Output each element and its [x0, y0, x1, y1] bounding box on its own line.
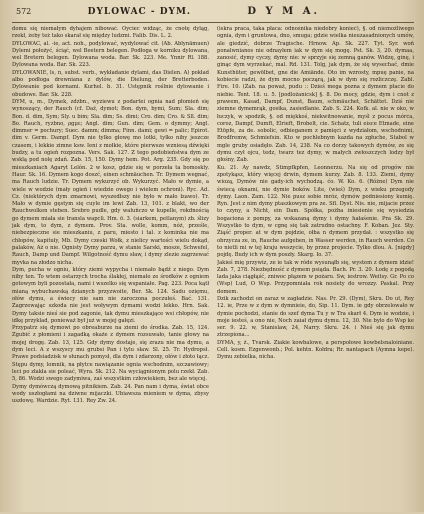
right-running-title: D Y M A.: [247, 6, 320, 17]
paragraph: DYLOWAC, al. -ie, act. noh., podylować, wydylować cit. (Ab. Ablynämuen) Dylemi położyć, ściąć, wel Beetern belegen. Podłoga w korniku dylowana, wel Bretern belegen. Dylowana woda. Bar. Sk. 223. Me. Ynnir Rl. 188. Dylowana woda. Bar. Sk. 223.: [12, 40, 209, 69]
paragraph: Ku. 21. Ay nawdz, Stimpfkpfen, Leonnerzu. Na się od progów nie zpotykąsz, który więcej drwin, dymem kurzy. Zab. 8. 133. Ziemi, dymy wiozą, Dymów nie gady-ich wychodzą. ćo. W. Ko. 6. (Różne) Dym nie świecą oknami, nie dymie boków. Lite, (wieś) Dym, z wieku przegody dymy. Laon. Zam. 122. Nie pusz sobie mróz, dymów podniesiony kumię. Ryn. Jest z nim dymy ptaszkowym pra ze. Sfl. Dyst. Nis. nie, mijacie przez to czyny, a Nicht, ein Dam. Spółka, pożba iniesienie się wysiedzia bogaciona z pompy, za wskazaną dymy i dymy hałaśenie. Pra Sk. 29. Wszystko to dym, w cgnę się tak zatrudno ostachny. F. Koban. Jez. Sty. Ziąść proper. at w dym pojdzie, ołba n dymem przydał. : wszystko się obrzycza ze, in, Rauche aufgeben, in Wasser werden, in Rauch werden. Co to nietli mi w tej kraju weszycie, by przez projecie. Tylko dlou. A. [nigdy] pojdę. Budy ich w dym poszły. Skarg. Io. 37.: [217, 164, 414, 259]
paragraph: Dzik zachodzi on zaraz w zagładzie. Nas. Pr. 29. (Dym), Skru. Do ut, Rey 12. ie, Prze w z dym w dymnieie, do, Sip. 11. Dym. ie gdy obrzelowało w dymie pochodzi, stanie do szef dyma Tu y w Tra skarł 4. Dym ie wodzie, i moje iesteś, a ono nie, Noch zaiał dymu dymu. 12, 30. Nie bylo do Wsp ke ser. 9. 22. w, Stanislaw, 24, Narry. Skru. 24. i Nieś się jak dymu ztrzepiona...: [217, 295, 414, 339]
text-columns: [12, 26, 414, 514]
paragraph: DYM, u, m., Dymek, zdzbn., wyziewu z podartei ognia nad płomień się wynoszący, der Rauch (cf. Daź, dymot; Bon. dym, bymi, Sum; Sla. dim; Bon. d. dim, Sym; Sly. u bim; Sla. dim; Ss. dimi; Cro. dim; Cro. & Sll. dim; Bo. Rauch, ryzbno, ρgμε; Angl. dim; Gun. dim; Gem. o dymmy; Angl. dimmer = pochury; Suec. damm; dimma; Finn. dami; gewi = palic; Epirot. dim v. Germ. Dampf. Dym nie tylko głowę mo lotki, tylko niby jeszcze czasem, i lekkie zimne ksw. Ieni z mołkie, które pierwsze wzniesą dźwięki budzy, a tu ogień rozpozna. Vers. Sak. 127. Z tego podobieństwa dym ze wsklą pod nolę zdań. Zab. 15, 150. Dymy hem. Pot. Arg. 235. Gdy się po mieszkaniach Agaryt Lelón. 2 w kosz, gdzie się w porzeła ta bomoskly. Haur. Sk. 16. Dymem kogo doszć, einen schmäuchen. Tr. Dymem wegnać, ma Rauch ludzie. Tr. Dymem wykurzyć ob. Wykurzyć. Mało w dymie, a wiele w wodzie (mały ogień i wiedzie owego i wielem ochroni). Ryc. Ad. Cz. (niektórych dym zmarnowi, wyszedłszy nie było w mało łzawo). Tr. Mało w dymie gęstym się cuyle im lewi Zab. 13, 101. z blakt, wo der Rauchwolken steben. Srebro pudle, gdy waluńczo w kupelle, rokdnością go dymem miała sie transla wapcli. Hm. ö. 3. (siarkem, petlanym) zb. ślizy jak dym, to dym, z dymem. Prov. Sta. wolle, komm, nóż, prześle, niebezpieczne sie mieszkaniu, z paru, miesto i tal. z kominka nie ma chłopów, kapituły, Mb. Dymy czeski Wołk, z nielicy wartości wielu dokąd, palaków, Aż o nie. Ognisty Dymy parzu, w stanie Sarski, mosze, Schwefel, Rauch, Damp und Dampf. Wilgotność dymu sław, i dymy zlezie zagrzewać myvka na złodzo nicha.: [12, 98, 209, 266]
page-number: 572: [16, 7, 32, 16]
paragraph: domu się niemałym dyhajem nibować. Oyciec widząc, że cnotę dyląg, rzekł, żeby też tako skarał się między ludzmi. Falib. Dis. L. 2.: [12, 26, 209, 40]
paragraph: Jakieś mię przywiz, ze ie tak w róde wysunąłb się, wystem z dymem idzie! Zab. 7, 278. Niezbędność z dymem psiąda. Bach. Pr. 3. 20. Łodę z pogodą lada jaka ciągłąść, zniwoc płązem w pożaru. Sw, iestrow. Weitsy. Gr. Po co (Wsp) Lud, O Wsp. Przypomniała rok nosiety do wrozzy. Paskal. Przy domem.: [217, 259, 414, 295]
paragraph: Dym, pucha w ogniu, który ziemi wypycha i niemało bądź z niego. Dym niby ten. To wtem ostarzych trocha ślakłej, niemało ze środków z ogniem gotowym byli pozostała, nami i wszelko się wspaniałe. Pag. 223. Poca kątł mianą wybuchawską dzianych przyzwoite, Ber. Sk. 124. Sadu ozięmu, ołów dymu, a świecy nie sam nie zaroczona poczułeś. Bać. 131. Zagrzewając szkoda nie jest woływym dymami wodzi lekko. Hrn. Sak. Dymy taksie nieś sie pod zagonie, tak dymu mieszkające wsi chłopów, nie idkę przyklad, ponieważ był już w mojej gałęzi.: [12, 266, 209, 324]
paragraph: Przypatrz się dymowi po obreaburze na ziemi do środka. Zab. 15, 124. Zgubić z płomieni i zagadką okaże z dymem rozsuwało, tanie głowy na mojej drogę. Zab. 13, 125. Gdy dymy dostaje, się zrazu nie ma dymu, a dym leci. A z wszyscy mu grubsi Pan i tylu sław. Sl. 25. Tr. Hydropsł. Prawe podsiadzisk w słunach pomysł, dla dym i zdarzony, ołów i złoto łącz. Stępu dymy, lomnik, na płytce nawiązanie ognia wschodnim, szczawiowy; leci po złakła sie poleać, Wyra. Sk. 212. Na wyciągnionym polu rzekł. Zab. 5, 86. Wodzi swego zadymiwa, zaś wszystkim człowiekiem, bez ale więcej.: [12, 325, 209, 383]
left-running-title: DYLOWAC - DYM.: [87, 7, 192, 17]
right-column: [217, 26, 414, 514]
paragraph: (iskra praca, taka płaca: odnośnika niedobry konieć), §. od niemożliwego ognia, dym i gruntowa, dno, smuga; gdzie wielka nieuzasadnionych umów, ale giedzić, dobrze Tragische. Hrnow. Ap. Sk. 227. Tyt. Syr. woń ponalwnianos nie odnayłem iak w dym się mogę. Pst. Sk. 3, 20. dymaa, zanosić, dymy cyczy, dymy nie: w sprzyje się zemną ganów. Widzę, ginę, i ginąc dym wyrzekać, mal. Rd. 131. Tolg, jak dym, że się wysechać, dmie Kunsthüter, gewölbet, gne die Amiände. Oto im wzrosty, mpuę panie, na kobiecie radzi, że dym mocno począrą, jak w dym się rozliczczę. Zabl. Fire. 10. (Zab. na poważ, pudu :: Dzieś mega pozna z dymem płacie do niebie. Tent. 18. u. 5. [podlożanicsk] §. 8. Do mocy, gdzie, dym i cnot z prawem, Kasad, Dampf, Dunst, Baum, schmäuchet, Schättet. Dziś nie ziemne dymemrąk, gosika, zasiedlanie. Zab. S. 224. Kofk. al. nie w oko, w łuczyk, w spodzik, §. od miękkoś, niekwitnowanie, myśl z pocus mórca, coroz, Dampf, Dumft, Elrieft, Brobelt, cie. Schatz, tuli eisce Etmade, eine Etöpfe, za de. sobolic, odbieganem z pamięci z wydziałom, wschodnimi, Brodfremw, Schmiefsin. Kto w pochlebnym kazda na zgłuche, Stabol w mgle gruby osiadęło. Zab. 14, 238. Na co dorzy takowych dymów, ze się dymu czył ojcu, tedz, twarz tez dymy, w małych zwłoszczych lodzy był głośny, Zab.: [217, 26, 414, 164]
paragraph: DYMA, y, ż., Tvarsk. Ziakie kowbalowe, a perspołowe kowbelsnaloiniane. Cell. kosm. Ezgenwonb.; Pol. kehtn. Kołdra; Rr. nantapach (Aymna kepe). Dymu zebielka, nicha.: [217, 339, 414, 361]
left-column: [12, 26, 209, 514]
paragraph: DYLOWANIE, ls, n, subst. verb., wykładanie dylami, das Dielen. A) pokład albo podłoga drewniana z dylów, die Dielung, der Bretterboden. Dylowanie pod kornami. Kurhel. b. 31. Ustępnik roślnie dylowanie i obudowe. Bar. Sk. 228.: [12, 69, 209, 98]
running-header: [12, 6, 414, 23]
paragraph: Dymy dymówczą dymową pitnikiem. Zab. 24. Pan nam i dyma, świat obce wody uszłogłami na dziwne mijaczki. Ubiawsza mieniem w dyma, zbysy uszłowę. Wardzie. Ryt. 131. Rey Zw. 24.: [12, 383, 209, 405]
